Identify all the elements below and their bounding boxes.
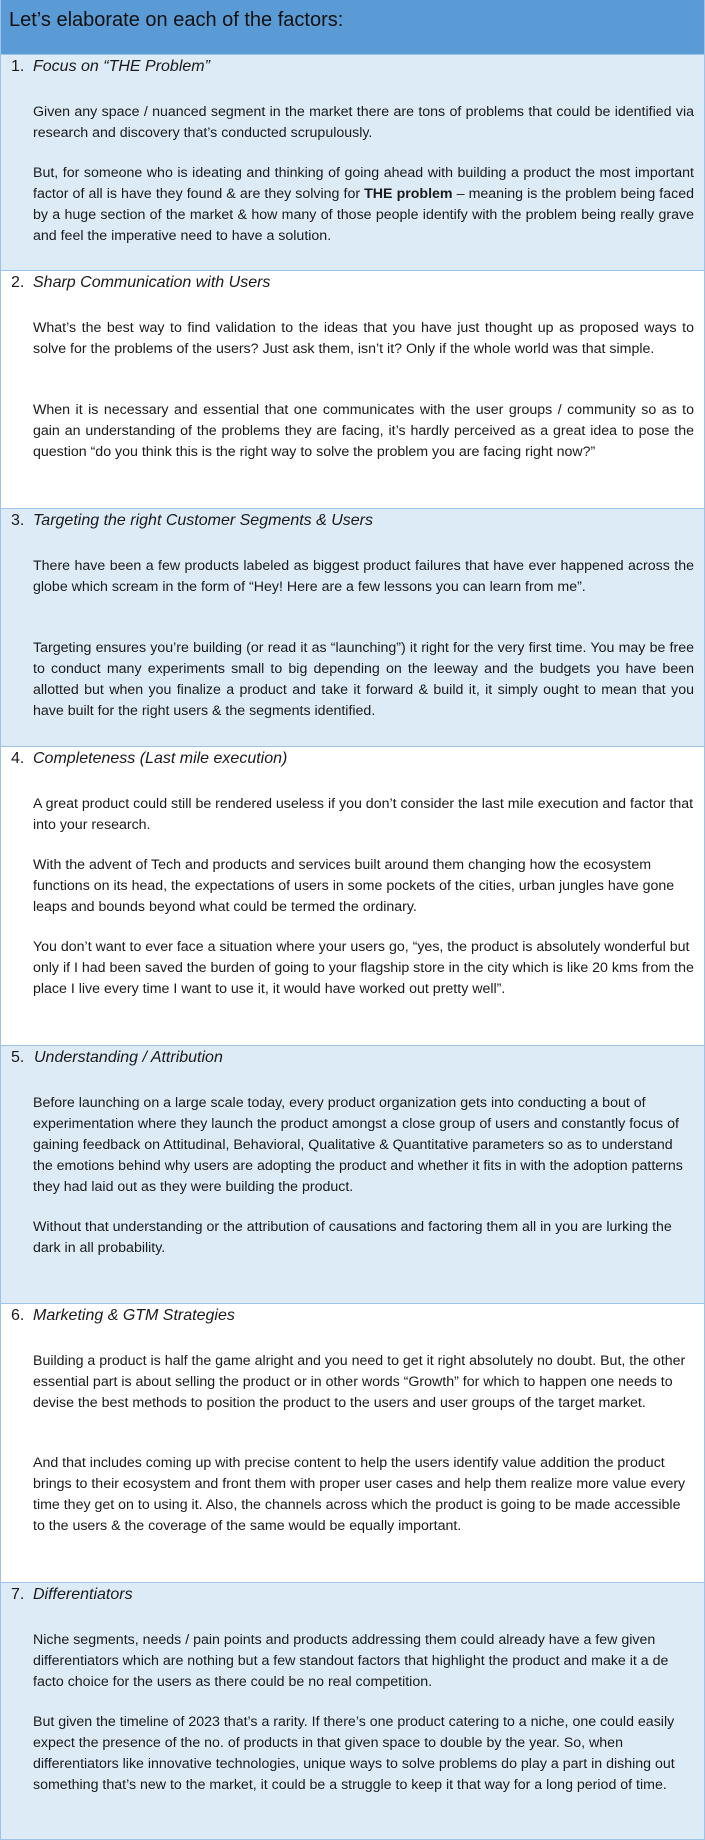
factor-number: 3. [11, 512, 25, 529]
factor-section-3 [1, 508, 704, 746]
factor-number: 6. [11, 1307, 25, 1324]
factor-title [11, 1049, 223, 1067]
factor-paragraph: You don’t want to ever face a situation where your users go, “yes, the product is absolutely wonderful but only if I had been saved the burden of going to your flagship store in the city which is like 20 kms from the place I live every time I want to use it, it would have worked out pretty well”. [33, 939, 694, 997]
factor-paragraph: And that includes coming up with precise content to help the users identify value addition the product brings to their ecosystem and front them with proper user cases and help them realize more value every time they get on to using it. Also, the channels across which the product is going to be made accessible to the users & the coverage of the same would be equally important. [33, 1455, 686, 1534]
factor-paragraph [33, 163, 694, 247]
factor-heading: Focus on “THE Problem” [33, 58, 210, 75]
factor-paragraph: Given any space / nuanced segment in the market there are tons of problems that could be identified via research and discovery that’s conducted scrupulously. [33, 104, 694, 141]
emphasis-text: THE problem [364, 186, 453, 202]
factor-section-2 [1, 270, 704, 508]
factor-number: 5. [11, 1049, 25, 1066]
factor-paragraph: But given the timeline of 2023 that’s a rarity. If there’s one product catering to a niche, one could easily expect the presence of the no. of products in that given space to double by the year. So, when differentiators like innovative technologies, unique ways to solve problems do play a part in dishing out something that’s new to the market, it could be a struggle to keep it that way for a long period of time. [33, 1714, 675, 1793]
factor-heading: Sharp Communication with Users [33, 274, 271, 291]
factor-section-7 [1, 1582, 704, 1840]
paragraph-text: But, for someone who is ideating and thinking of going ahead with building a product the most important factor of all is have they found & are they solving for [33, 165, 694, 202]
factor-number: 2. [11, 274, 25, 291]
factor-number: 1. [11, 58, 25, 75]
factor-paragraph: What’s the best way to find validation to the ideas that you have just thought up as proposed ways to solve for the problems of the users? Just ask them, isn’t it? Only if the whole world was that simple. [33, 320, 694, 357]
factor-heading: Completeness (Last mile execution) [33, 750, 288, 767]
factor-paragraph: Without that understanding or the attribution of causations and factoring them all in you are lurking the dark in all probability. [33, 1219, 672, 1256]
factor-paragraph: Targeting ensures you’re building (or read it as “launching”) it right for the very first time. You may be free to conduct many experiments small to big depending on the leeway and the budgets you have been allotted but when you finalize a product and take it forward & build it, it simply ought to mean that you have built for the right users & the segments identified. [33, 640, 694, 719]
factor-heading: Targeting the right Customer Segments & Users [33, 512, 374, 529]
factor-paragraph: A great product could still be rendered useless if you don’t consider the last mile execution and factor that into your research. [33, 796, 694, 833]
factor-paragraph: With the advent of Tech and products and services built around them changing how the ecosystem functions on its head, the expectations of users in some pockets of the cities, urban jungles have gone leaps and bounds beyond what could be termed the ordinary. [33, 857, 675, 915]
factor-heading: Marketing & GTM Strategies [33, 1307, 235, 1324]
factor-number: 7. [11, 1586, 25, 1603]
factor-title [11, 274, 270, 292]
paragraph-text: – meaning is the problem being faced by a huge section of the market & how many of those people identify with the problem being really grave and feel the imperative need to have a solution. [33, 186, 694, 244]
factor-section-5 [1, 1045, 704, 1303]
factor-paragraph: Building a product is half the game alright and you need to get it right absolutely no doubt. But, the other essential part is about selling the product or in other words “Growth” for which to happen one needs to devise the best methods to position the product to the users and user groups of the target market. [33, 1353, 686, 1411]
factor-paragraph: Niche segments, needs / pain points and products addressing them could already have a few given differentiators which are nothing but a few standout factors that highlight the product and make it a de facto choice for the users as there could be no real competition. [33, 1632, 669, 1690]
factor-title [11, 750, 287, 768]
factor-paragraph: There have been a few products labeled as biggest product failures that have ever happened across the globe which scream in the form of “Hey! Here are a few lessons you can learn from me”. [33, 558, 694, 595]
factor-section-6 [1, 1303, 704, 1582]
factor-section-1 [1, 54, 704, 270]
factor-heading: Differentiators [33, 1586, 133, 1603]
factor-title [11, 58, 210, 76]
factor-number: 4. [11, 750, 25, 767]
factor-paragraph: Before launching on a large scale today, every product organization gets into conducting a bout of experimentation where they launch the product amongst a close group of users and constantly focus of gaining feedback on Attitudinal, Behavioral, Qualitative & Quantitative parameters so as to understand the emotions behind why users are adopting the product and whether it fits in with the adoption patterns they had laid out as they were building the product. [33, 1095, 683, 1195]
factor-title [11, 512, 373, 530]
factor-heading: Understanding / Attribution [34, 1049, 223, 1066]
factor-title [11, 1586, 133, 1604]
factor-paragraph: When it is necessary and essential that one communicates with the user groups / community so as to gain an understanding of the problems they are facing, it’s hardly perceived as a great idea to pose the question “do you think this is the right way to solve the problem you are facing right now?” [33, 402, 694, 460]
factor-section-4 [1, 746, 704, 1045]
page-title: Let’s elaborate on each of the factors: [1, 0, 704, 54]
factor-title [11, 1307, 235, 1325]
